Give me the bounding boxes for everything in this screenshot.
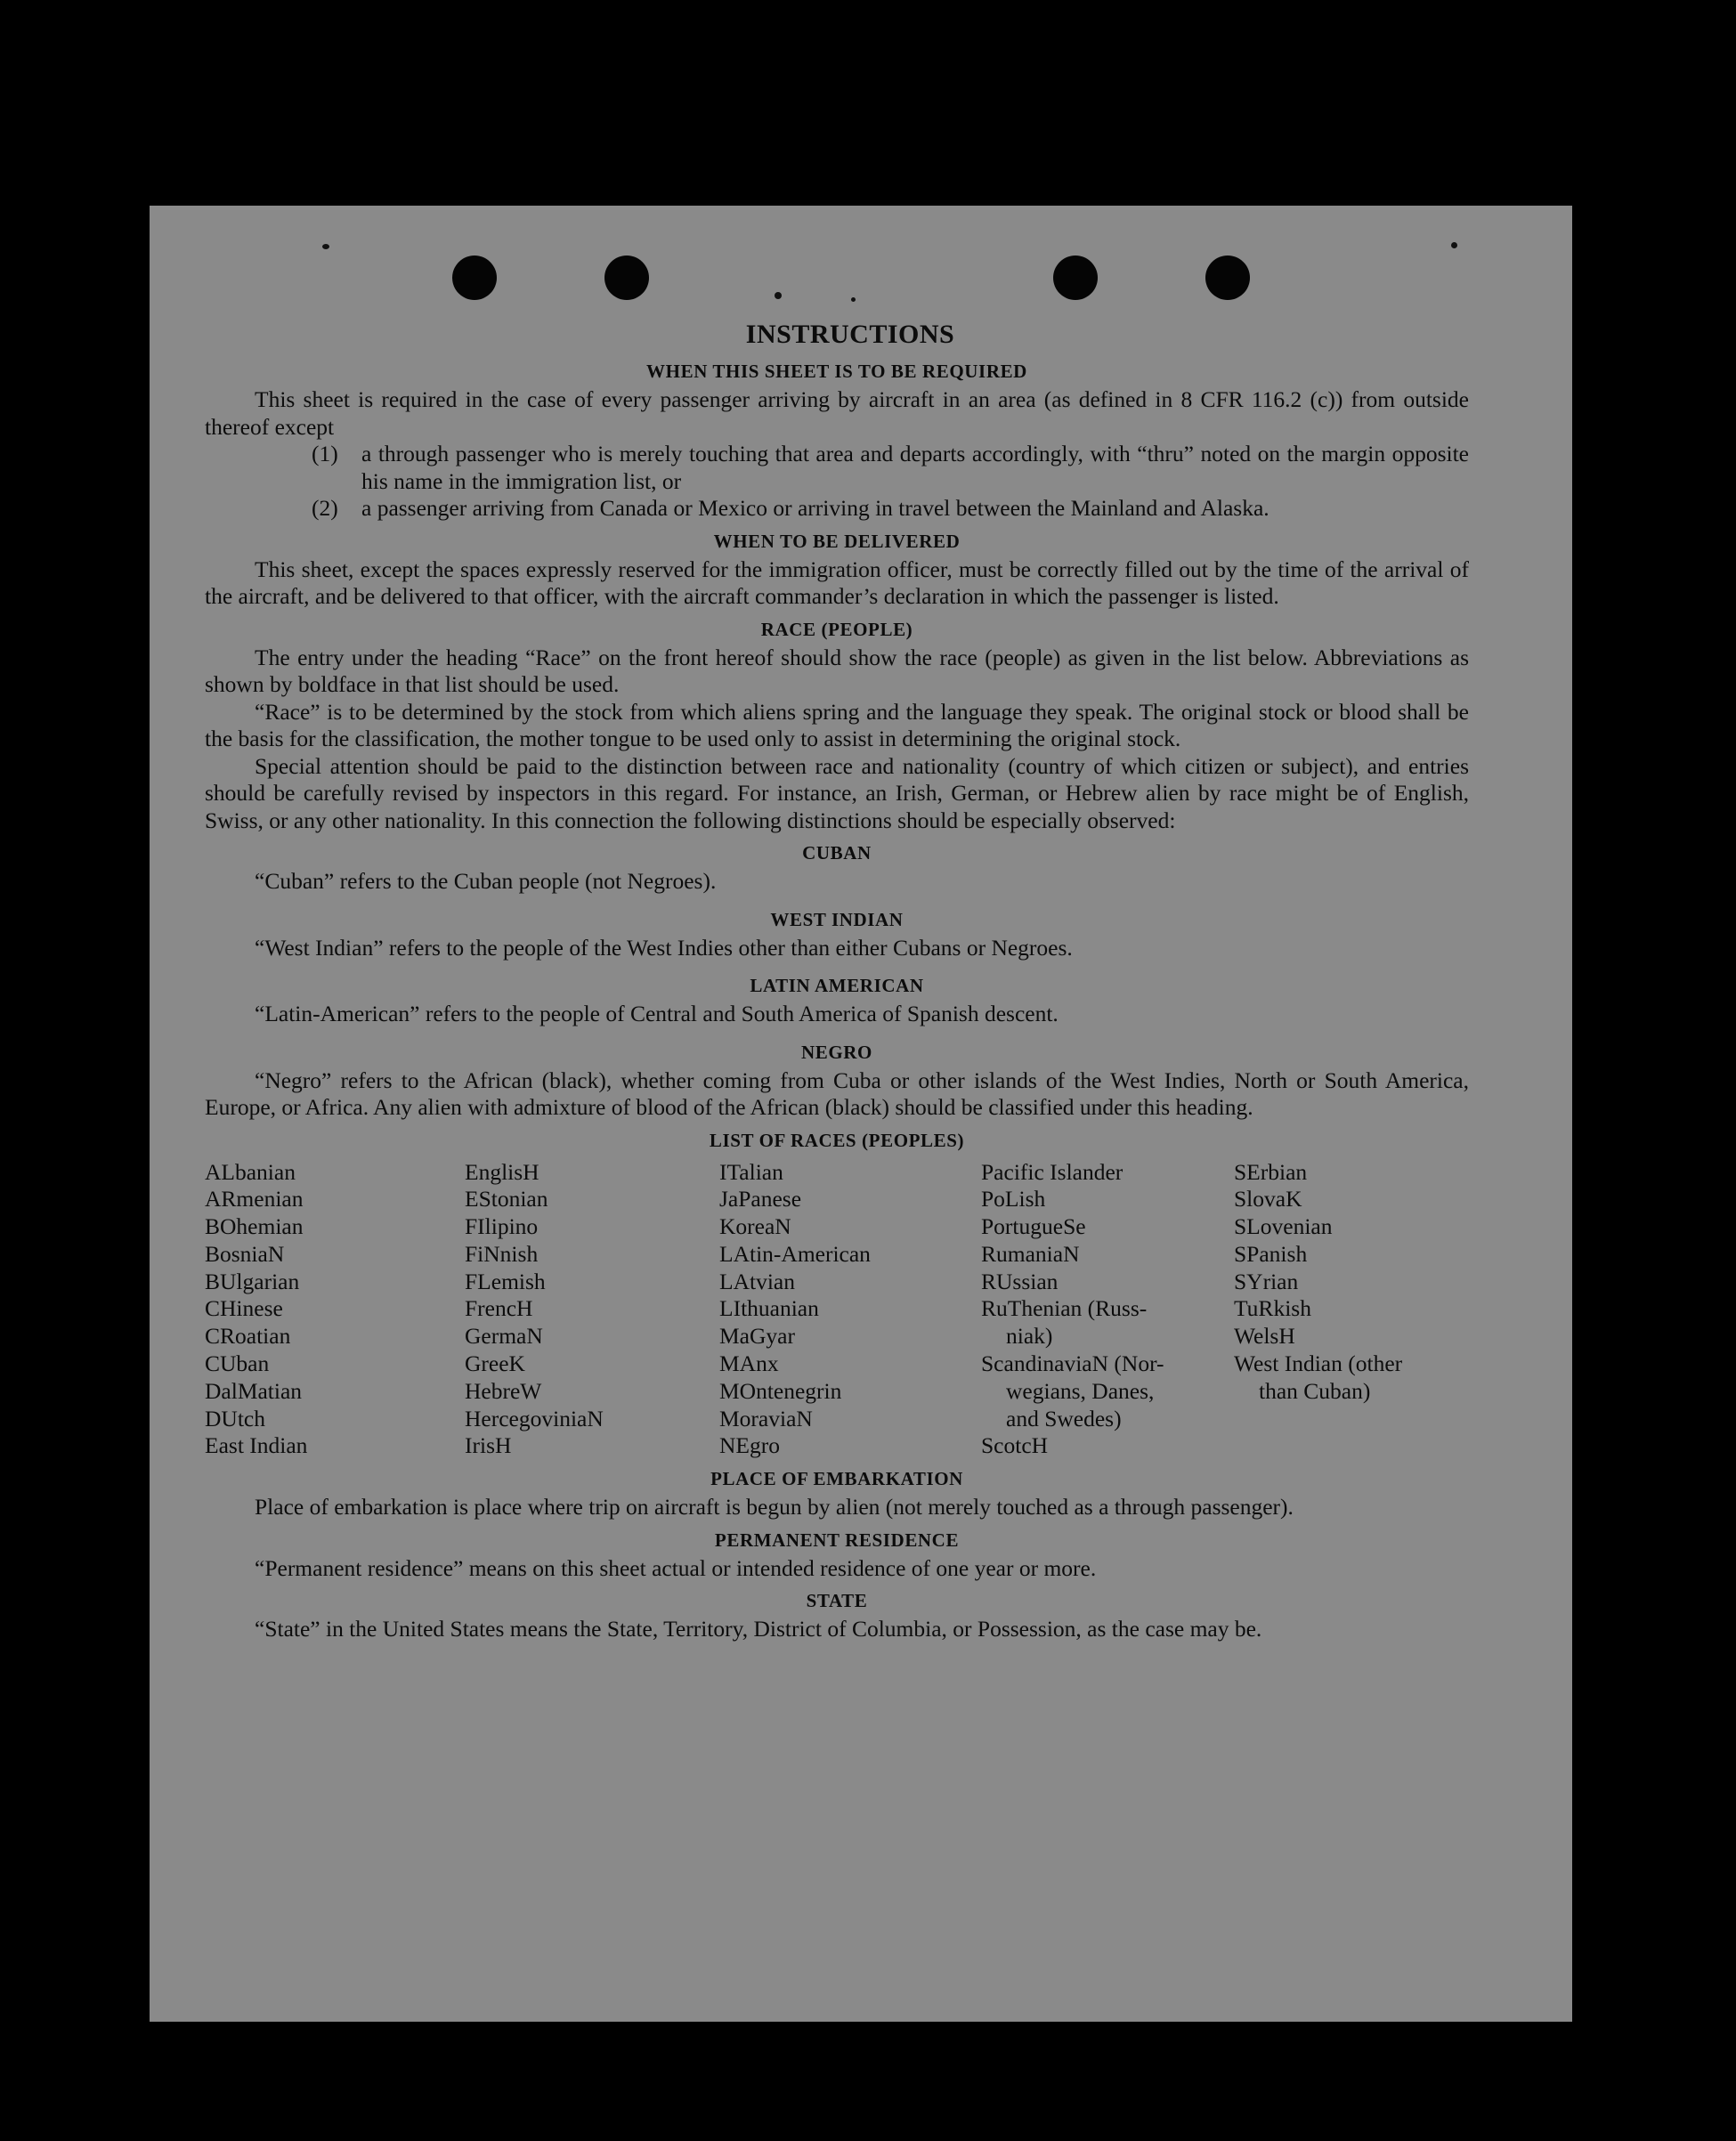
race-entry: SPanish	[1234, 1240, 1308, 1267]
races-column-3	[719, 1159, 981, 1461]
race-entry: wegians, Danes,	[1006, 1377, 1155, 1404]
race-entry: MOntenegrin	[719, 1377, 842, 1404]
section-heading-cuban: CUBAN	[802, 842, 872, 864]
section-heading-latin-american: LATIN AMERICAN	[750, 975, 924, 996]
race-paragraph-1: The entry under the heading “Race” on the front hereof should show the race (people) as given in the list below. Abbreviations as shown by boldface in that list should be used.	[205, 644, 1469, 697]
race-paragraph-3: Special attention should be paid to the distinction between race and nationality (country of which citizen or subject), and entries should be carefully revised by inspectors in this regard. For instance, an Irish, German, or Hebrew alien by race might be of English, Swiss, or any other nationality. In this connection the following distinctions should be especially observed:	[205, 752, 1469, 833]
race-entry: HebreW	[465, 1377, 542, 1404]
race-entry: Pacific Islander	[981, 1158, 1124, 1185]
race-entry: RUssian	[981, 1268, 1059, 1294]
embarkation-text: Place of embarkation is place where trip on aircraft is begun by alien (not merely touched as a through passenger).	[255, 1494, 1294, 1521]
race-entry: FrencH	[465, 1295, 533, 1322]
section-heading-race: RACE (PEOPLE)	[760, 618, 913, 640]
race-entry: FiNnish	[465, 1240, 539, 1267]
state-text: “State” in the United States means the State, Territory, District of Columbia, or Possession, as the case may be.	[255, 1616, 1262, 1642]
race-entry: ITalian	[719, 1158, 783, 1185]
race-entry: niak)	[1006, 1323, 1053, 1350]
item-text: a passenger arriving from Canada or Mexico or arriving in travel between the Mainland and Alaska.	[361, 495, 1270, 521]
exception-item-2	[312, 495, 1469, 523]
races-column-1	[205, 1159, 465, 1461]
race-entry: and Swedes)	[1006, 1405, 1122, 1431]
race-entry: IrisH	[465, 1432, 512, 1459]
punch-hole	[1205, 255, 1250, 300]
race-entry: MaGyar	[719, 1323, 795, 1350]
race-entry: SYrian	[1234, 1268, 1299, 1294]
section-heading-residence: PERMANENT RESIDENCE	[714, 1529, 960, 1551]
race-entry: SlovaK	[1234, 1186, 1302, 1212]
race-entry: LIthuanian	[719, 1295, 819, 1322]
west-indian-text: “West Indian” refers to the people of the West Indies other than either Cubans or Negroes.	[255, 934, 1073, 961]
race-entry: DUtch	[205, 1405, 265, 1431]
race-entry: East Indian	[205, 1432, 308, 1459]
race-entry: LAtin-American	[719, 1240, 871, 1267]
negro-text: “Negro” refers to the African (black), whether coming from Cuba or other islands of the West Indies, North or South America, Europe, or Africa. Any alien with admixture of blood of the African (black) should be classified under this heading.	[205, 1066, 1469, 1120]
race-entry: CRoatian	[205, 1323, 291, 1350]
section-heading-required: WHEN THIS SHEET IS TO BE REQUIRED	[646, 361, 1027, 382]
speck	[775, 292, 782, 299]
exception-item-1	[312, 441, 1469, 495]
race-entry: West Indian (other	[1234, 1350, 1403, 1377]
section-heading-negro: NEGRO	[800, 1041, 872, 1063]
race-entry: RuThenian (Russ-	[981, 1295, 1148, 1322]
races-column-4	[981, 1159, 1234, 1461]
instructions-content	[205, 317, 1469, 1643]
race-entry: RumaniaN	[981, 1240, 1080, 1267]
race-entry: BosniaN	[205, 1240, 285, 1267]
delivered-text: This sheet, except the spaces expressly reserved for the immigration officer, must be correctly filled out by the time of the arrival of the aircraft, and be delivered to that officer, with the aircraft commander’s declaration in which the passenger is listed.	[205, 556, 1469, 609]
speck	[1451, 242, 1457, 248]
race-entry: FLemish	[465, 1268, 546, 1294]
section-heading-delivered: WHEN TO BE DELIVERED	[713, 530, 961, 552]
race-entry: SLovenian	[1234, 1213, 1333, 1240]
races-column-5	[1234, 1159, 1469, 1461]
race-entry: KoreaN	[719, 1213, 791, 1240]
race-entry: WelsH	[1234, 1323, 1295, 1350]
section-heading-races-list: LIST OF RACES (PEOPLES)	[709, 1129, 965, 1151]
speck	[322, 244, 329, 249]
race-entry: SErbian	[1234, 1158, 1308, 1185]
race-entry: PoLish	[981, 1186, 1046, 1212]
races-list	[205, 1159, 1469, 1461]
race-entry: GreeK	[465, 1350, 525, 1377]
speck	[851, 297, 856, 302]
race-entry: BUlgarian	[205, 1268, 300, 1294]
race-entry: BOhemian	[205, 1213, 304, 1240]
item-number: (2)	[312, 495, 338, 521]
race-entry: NEgro	[719, 1432, 780, 1459]
race-entry: CUban	[205, 1350, 270, 1377]
races-column-2	[465, 1159, 719, 1461]
cuban-text: “Cuban” refers to the Cuban people (not Negroes).	[255, 868, 717, 894]
race-entry: LAtvian	[719, 1268, 795, 1294]
race-entry: FIlipino	[465, 1213, 539, 1240]
race-entry: TuRkish	[1234, 1295, 1311, 1322]
race-entry: ScotcH	[981, 1432, 1049, 1459]
race-entry: MoraviaN	[719, 1405, 813, 1431]
race-entry: CHinese	[205, 1295, 283, 1322]
residence-text: “Permanent residence” means on this sheet actual or intended residence of one year or more.	[255, 1554, 1097, 1581]
section-heading-west-indian: WEST INDIAN	[770, 908, 904, 930]
punch-hole	[452, 255, 497, 300]
item-text: a through passenger who is merely touching that area and departs accordingly, with “thru” noted on the margin opposite his name in the immigration list, or	[361, 441, 1469, 494]
race-entry: ARmenian	[205, 1186, 304, 1212]
race-entry: PortugueSe	[981, 1213, 1086, 1240]
race-paragraph-2: “Race” is to be determined by the stock from which aliens spring and the language they speak. The original stock or blood shall be the basis for the classification, the mother tongue to be used only to assist in determining the original stock.	[205, 698, 1469, 751]
item-number: (1)	[312, 441, 338, 466]
race-entry: than Cuban)	[1259, 1377, 1371, 1404]
race-entry: EStonian	[465, 1186, 548, 1212]
required-intro: This sheet is required in the case of every passenger arriving by aircraft in an area (as defined in 8 CFR 116.2 (c)) from outside thereof except	[205, 386, 1469, 440]
punch-hole	[1053, 255, 1098, 300]
latin-american-text: “Latin-American” refers to the people of Central and South America of Spanish descent.	[255, 1001, 1059, 1026]
race-entry: GermaN	[465, 1323, 543, 1350]
section-heading-state: STATE	[806, 1590, 868, 1612]
race-entry: EnglisH	[465, 1158, 539, 1185]
punch-hole	[604, 255, 649, 300]
race-entry: DalMatian	[205, 1377, 303, 1404]
race-entry: ScandinaviaN (Nor-	[981, 1350, 1164, 1377]
race-entry: MAnx	[719, 1350, 779, 1377]
race-entry: JaPanese	[719, 1186, 802, 1212]
race-entry: ALbanian	[205, 1158, 296, 1185]
page-title: INSTRUCTIONS	[745, 320, 955, 349]
section-heading-embarkation: PLACE OF EMBARKATION	[710, 1468, 963, 1490]
race-entry: HercegoviniaN	[465, 1405, 604, 1431]
